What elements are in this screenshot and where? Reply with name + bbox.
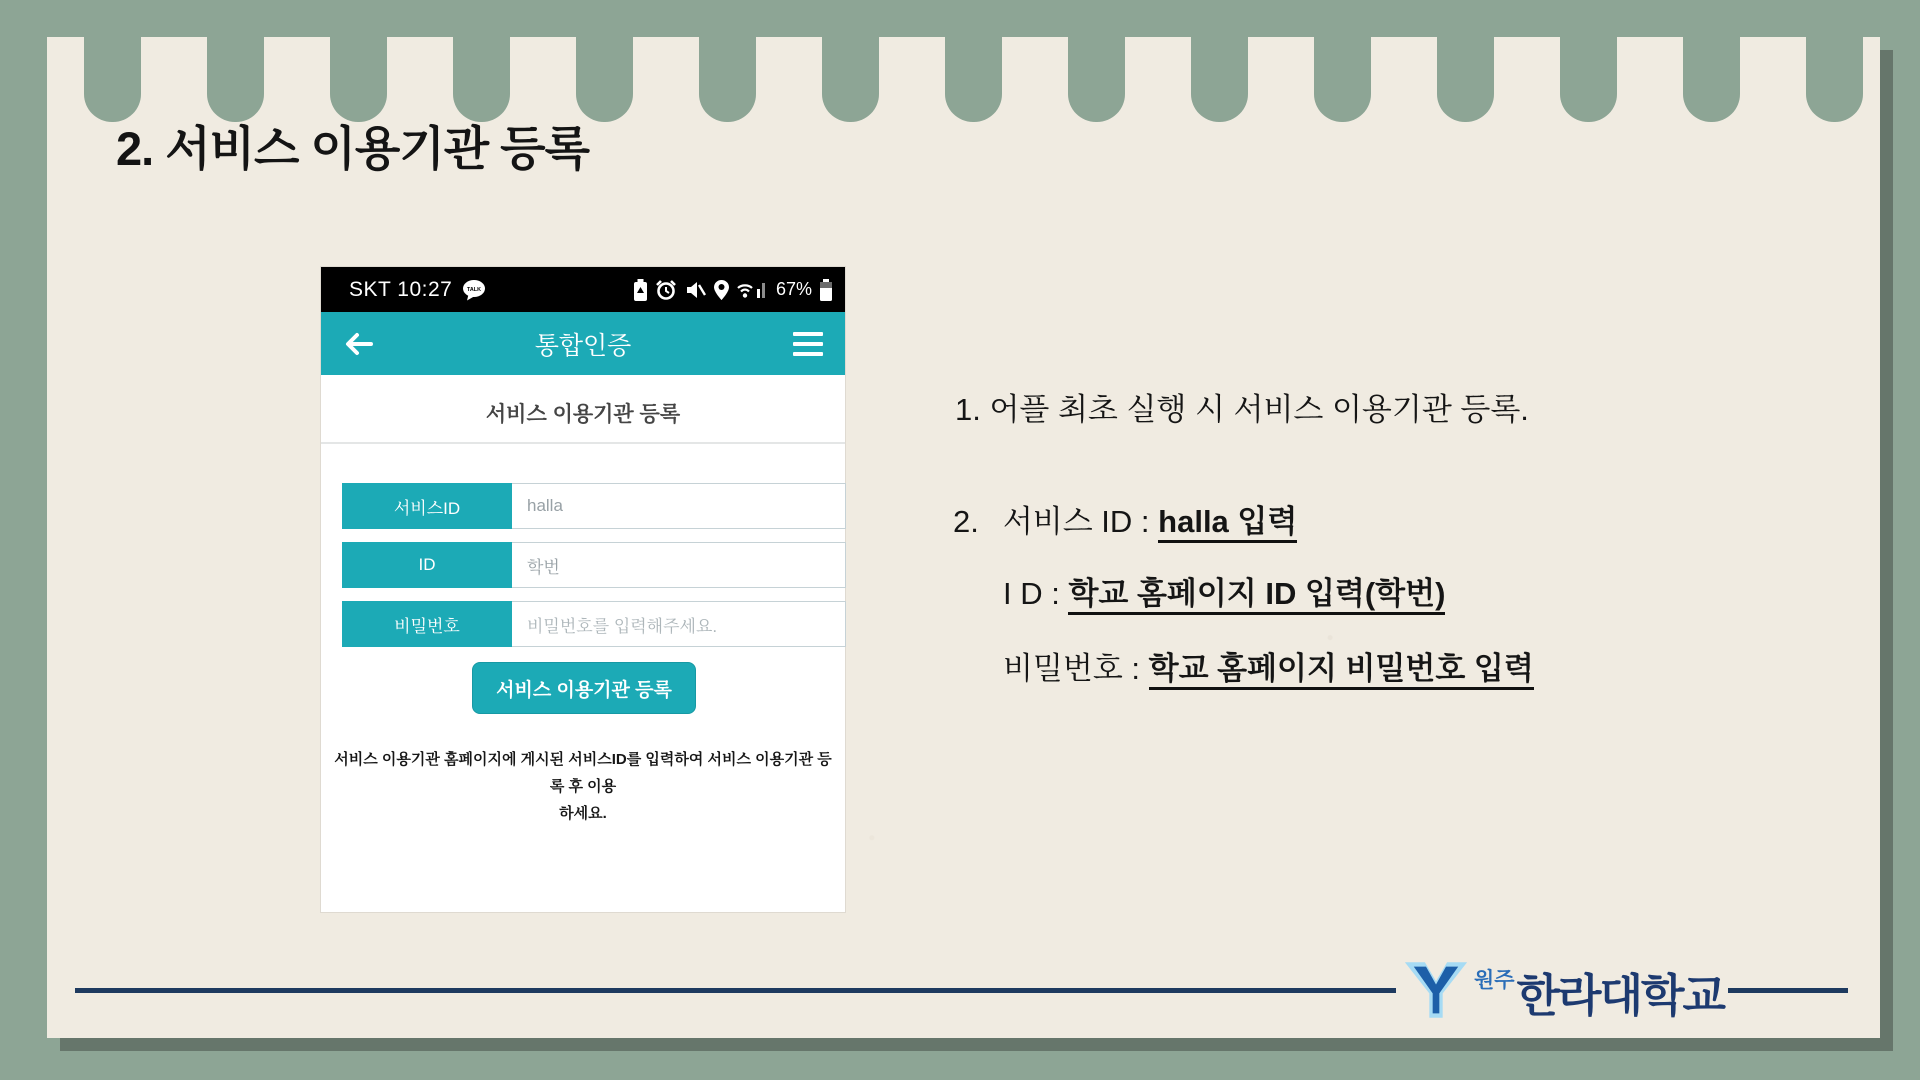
mute-icon	[684, 279, 706, 301]
university-logo	[1396, 956, 1728, 1024]
status-bar	[321, 267, 845, 312]
binder-hole	[1068, 0, 1125, 122]
register-button[interactable]: 서비스 이용기관 등록	[472, 662, 696, 714]
help-text-line1: 서비스 이용기관 홈페이지에 게시된 서비스ID를 입력하여 서비스 이용기관 등록 후 이용	[334, 751, 832, 795]
serviceid-input[interactable]: halla	[512, 483, 846, 529]
wifi-signal-icon	[737, 279, 767, 301]
app-content	[321, 375, 845, 912]
password-label: 비밀번호	[342, 601, 512, 647]
binder-hole	[453, 0, 510, 122]
carrier-time-label: SKT 10:27	[349, 277, 453, 301]
page-title: 2. 서비스 이용기관 등록	[116, 122, 589, 175]
id-row	[342, 542, 846, 588]
kakaotalk-icon	[462, 279, 486, 301]
logo-university-name: 한라대학교	[1516, 969, 1724, 1021]
battery-percent-label: 67%	[775, 279, 812, 299]
phone-screenshot	[321, 267, 845, 912]
binder-hole	[1560, 0, 1617, 122]
help-text	[333, 746, 833, 827]
location-icon	[713, 279, 730, 301]
binder-hole	[1191, 0, 1248, 122]
serviceid-label: 서비스ID	[342, 483, 512, 529]
help-text-line2: 하세요.	[559, 805, 607, 822]
password-input[interactable]: 비밀번호를 입력해주세요.	[512, 601, 846, 647]
binder-hole	[1314, 0, 1371, 122]
svg-text:TALK: TALK	[467, 286, 482, 293]
binder-hole	[330, 0, 387, 122]
instruction-4-prefix: 비밀번호 :	[1003, 651, 1149, 686]
hamburger-menu-button[interactable]	[793, 332, 823, 356]
instruction-2	[953, 496, 1297, 541]
battery-saver-icon	[633, 279, 648, 301]
binder-hole	[945, 0, 1002, 122]
app-page-title: 서비스 이용기관 등록	[485, 403, 681, 426]
alarm-icon	[655, 279, 677, 301]
instruction-3-underlined: 학교 홈페이지 ID 입력(학번)	[1068, 576, 1445, 615]
binder-hole	[207, 0, 264, 122]
password-row	[342, 601, 846, 647]
instruction-2-prefix: 서비스 ID :	[1002, 504, 1159, 539]
status-icons	[633, 279, 833, 301]
instruction-2-number: 2.	[953, 504, 979, 539]
instruction-3	[1003, 568, 1445, 613]
back-button[interactable]	[343, 327, 377, 361]
logo-region-label: 원주	[1474, 969, 1515, 992]
app-header-title: 통합인증	[534, 331, 632, 360]
binder-hole	[1683, 0, 1740, 122]
binder-hole	[84, 0, 141, 122]
binder-hole	[576, 0, 633, 122]
instruction-2-underlined: halla 입력	[1158, 504, 1297, 543]
divider	[321, 442, 845, 444]
binder-hole	[1437, 0, 1494, 122]
instruction-1: 1. 어플 최초 실행 시 서비스 이용기관 등록.	[955, 392, 1529, 427]
instruction-3-prefix: I D :	[1003, 576, 1069, 611]
binder-hole	[822, 0, 879, 122]
instruction-4	[1003, 643, 1534, 688]
halla-h-mark-icon	[1400, 960, 1472, 1020]
battery-icon	[819, 279, 833, 301]
id-input[interactable]: 학번	[512, 542, 846, 588]
serviceid-row	[342, 483, 846, 529]
id-label: ID	[342, 542, 512, 588]
binder-hole	[1806, 0, 1863, 122]
binder-hole	[699, 0, 756, 122]
app-header	[321, 312, 845, 375]
instruction-4-underlined: 학교 홈페이지 비밀번호 입력	[1149, 651, 1534, 690]
